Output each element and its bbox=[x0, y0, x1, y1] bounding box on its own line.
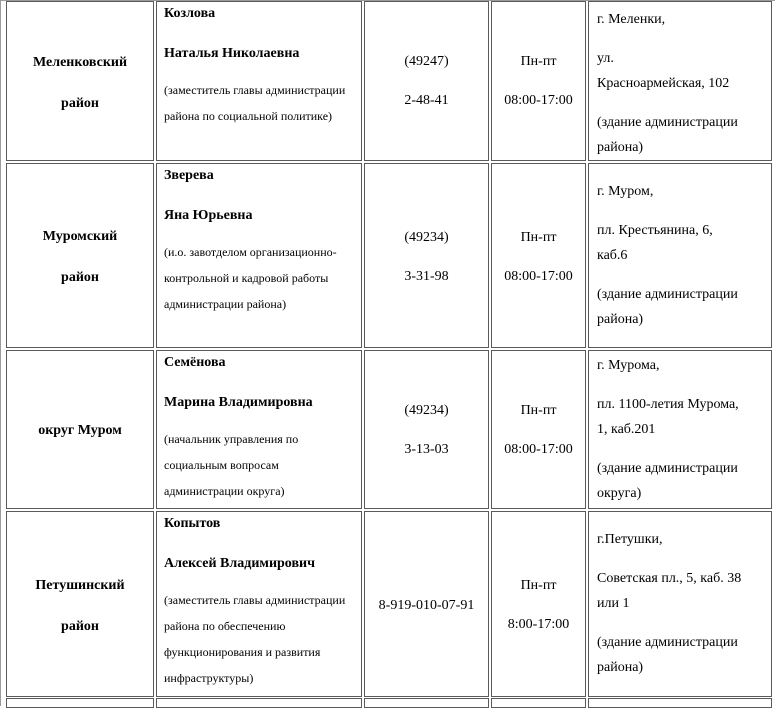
address-street: пл. 1100-летия Мурома, bbox=[597, 397, 739, 412]
phone-number: 3-13-03 bbox=[404, 442, 449, 457]
address-street: 1, каб.201 bbox=[597, 422, 656, 437]
table-row bbox=[1, 698, 775, 708]
surname: Зверева bbox=[164, 168, 214, 183]
address-city: г. Мурома, bbox=[597, 358, 660, 373]
position-text: (начальник управления по социальным вопросам администрации округа) bbox=[164, 432, 299, 498]
district-cell bbox=[6, 511, 154, 697]
address-building: (здание администрации района) bbox=[597, 635, 738, 675]
work-hours: 08:00-17:00 bbox=[504, 442, 573, 457]
address-street: каб.6 bbox=[597, 248, 628, 263]
work-hours: 8:00-17:00 bbox=[507, 617, 570, 632]
phone-number: 3-31-98 bbox=[404, 269, 449, 284]
surname: Семёнова bbox=[164, 355, 226, 370]
surname: Козлова bbox=[164, 6, 216, 21]
address-city: г.Петушки, bbox=[597, 532, 663, 547]
work-days: Пн-пт bbox=[520, 54, 557, 69]
district-name: Петушинский район bbox=[35, 578, 125, 634]
district-cell bbox=[6, 350, 154, 509]
address-city: г. Меленки, bbox=[597, 12, 666, 27]
schedule-cell bbox=[491, 698, 586, 708]
schedule-cell bbox=[491, 511, 586, 697]
address-cell bbox=[588, 511, 772, 697]
address-building: (здание администрации округа) bbox=[597, 461, 738, 501]
contact-person-cell bbox=[156, 163, 362, 348]
address-city: г. Муром, bbox=[597, 184, 654, 199]
phone-cell bbox=[364, 350, 489, 509]
full-name: Алексей Владимирович bbox=[164, 556, 315, 571]
contact-person-cell bbox=[156, 350, 362, 509]
district-name: Меленковский район bbox=[32, 55, 128, 111]
district-cell bbox=[6, 1, 154, 161]
address-street: пл. Крестьянина, 6, bbox=[597, 223, 713, 238]
schedule-cell bbox=[491, 350, 586, 509]
contact-person-cell bbox=[156, 1, 362, 161]
district-name: Муромский район bbox=[42, 229, 118, 285]
work-days: Пн-пт bbox=[520, 230, 557, 245]
district-cell bbox=[6, 163, 154, 348]
district-name: округ Муром bbox=[38, 423, 122, 438]
phone-number: 8-919-010-07-91 bbox=[378, 598, 475, 613]
contact-person-cell bbox=[156, 698, 362, 708]
address-street: или 1 bbox=[597, 596, 630, 611]
phone-code: (49234) bbox=[404, 230, 449, 245]
address-cell bbox=[588, 350, 772, 509]
surname: Копытов bbox=[164, 516, 221, 531]
phone-code: (49234) bbox=[404, 403, 449, 418]
phone-cell bbox=[364, 698, 489, 708]
phone-cell bbox=[364, 163, 489, 348]
full-name: Марина Владимировна bbox=[164, 395, 313, 410]
work-hours: 08:00-17:00 bbox=[504, 269, 573, 284]
address-street: Советская пл., 5, каб. 38 bbox=[597, 571, 742, 586]
schedule-cell bbox=[491, 163, 586, 348]
address-building: (здание администрации района) bbox=[597, 287, 738, 327]
position-text: (заместитель главы администрации района по обеспечению функционирования и развития инфраструктуры) bbox=[164, 593, 346, 685]
table-row bbox=[1, 511, 775, 697]
phone-code: (49247) bbox=[404, 54, 449, 69]
phone-number: 2-48-41 bbox=[404, 93, 449, 108]
full-name: Наталья Николаевна bbox=[164, 46, 300, 61]
table-row bbox=[1, 350, 775, 509]
work-days: Пн-пт bbox=[520, 578, 557, 593]
schedule-cell bbox=[491, 1, 586, 161]
table-row bbox=[1, 1, 775, 161]
address-street: Красноармейская, 102 bbox=[597, 76, 730, 91]
address-building: (здание администрации района) bbox=[597, 115, 738, 155]
phone-cell bbox=[364, 511, 489, 697]
position-text: (и.о. завотделом организационно-контрольной и кадровой работы администрации района) bbox=[164, 245, 337, 311]
address-street: ул. bbox=[597, 51, 614, 66]
work-hours: 08:00-17:00 bbox=[504, 93, 573, 108]
district-cell bbox=[6, 698, 154, 708]
phone-cell bbox=[364, 1, 489, 161]
address-cell bbox=[588, 698, 772, 708]
position-text: (заместитель главы администрации района по социальной политике) bbox=[164, 83, 346, 123]
address-cell bbox=[588, 1, 772, 161]
full-name: Яна Юрьевна bbox=[164, 208, 253, 223]
address-cell bbox=[588, 163, 772, 348]
work-days: Пн-пт bbox=[520, 403, 557, 418]
table-row bbox=[1, 163, 775, 348]
contact-person-cell bbox=[156, 511, 362, 697]
